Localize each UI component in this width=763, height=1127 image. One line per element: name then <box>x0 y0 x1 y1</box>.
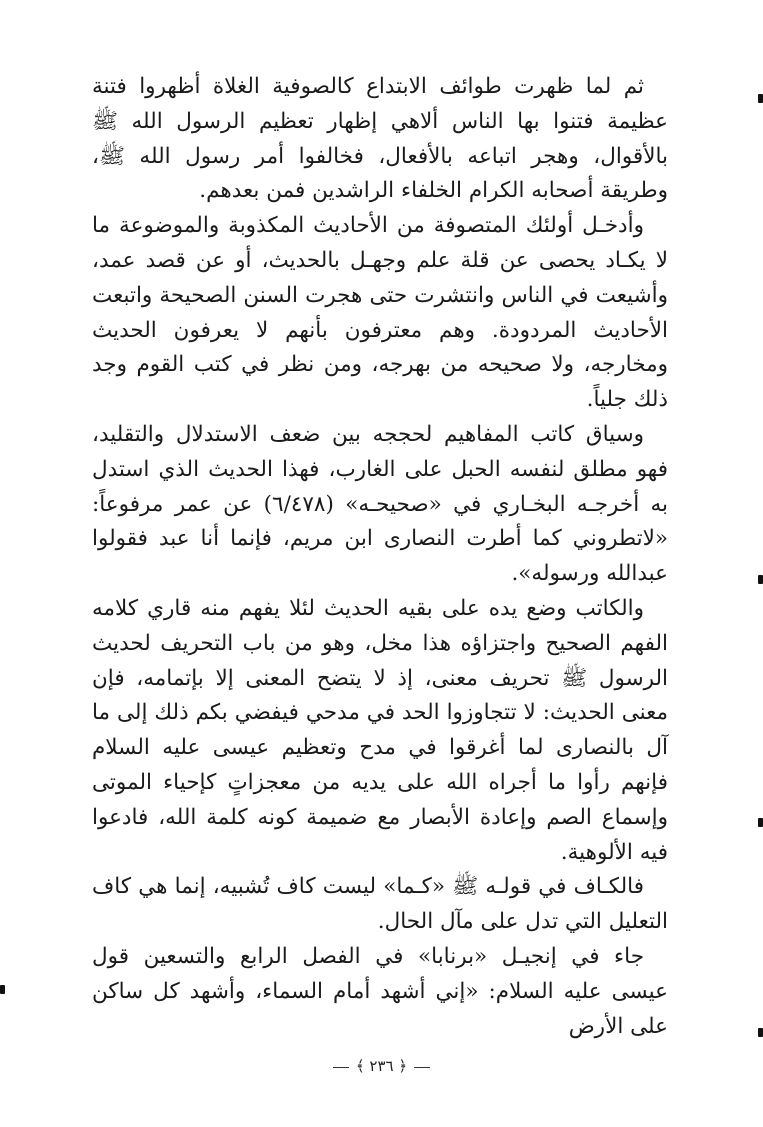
paragraph-barnabas-gospel: جاء في إنجيـل «برنابا» في الفصل الرابع والتسعين قول عيسى عليه السلام: «إني أشهد أمام السماء، وأشهد كل ساكن على الأرض <box>92 943 668 1039</box>
page-number-footer <box>0 1057 763 1075</box>
paragraph-sufi-innovation: ثم لما ظهرت طوائف الابتداع كالصوفية الغلاة أظهروا فتنة عظيمة فتنوا بها الناس ألاهي إظهار تعظيم الرسول الله ﷺ بالأقوال، وهجر اتباعه بالأفعال، فخالفوا أمر رسول الله ﷺ، وطريقة أصحابه الكرام الخلفاء الراشدين فمن بعدهم. <box>92 74 668 204</box>
paragraph-bukhari-hadith: وسياق كاتب المفاهيم لحججه بين ضعف الاستدلال والتقليد، فهو مطلق لنفسه الحبل على الغارب، فهذا الحديث الذي استدل به أخرجـه البخـاري في «صحيحـه» (٦/٤٧٨) عن عمر مرفوعاً: «لاتطروني كما أطرت النصارى ابن مريم، فإنما أنا عبد فقولوا عبدالله ورسوله». <box>92 421 668 587</box>
footer-bracket-right: ﴿ <box>398 1057 408 1075</box>
paragraph-kaf-explanation: فالكـاف في قولـه ﷺ «كـما» ليست كاف تُشبيه، إنما هي كاف التعليل التي تدل على مآل الحال. <box>92 874 668 935</box>
page-edge-mark <box>0 985 5 994</box>
page-number: ٢٣٦ <box>369 1057 394 1075</box>
paragraph-fabricated-hadith: وأدخـل أولئك المتصوفة من الأحاديث المكذوبة والموضوعة ما لا يكـاد يحصى عن قلة علم وجهـل بالحديث، أو عن قصد عمد، وأشيعت في الناس وانتشرت حتى هجرت السنن الصحيحة واتبعت الأحاديث المردودة. وهم معترفون بأنهم لا يعرفون الحديث ومخارجه، ولا صحيحه من بهرجه، ومن نظر في كتب القوم وجد ذلك جلياً. <box>92 213 668 413</box>
page-edge-mark <box>758 818 763 827</box>
footer-bracket-left: ﴾ <box>355 1057 365 1075</box>
body-text <box>92 70 668 1044</box>
footer-dash <box>333 1067 349 1068</box>
page-edge-mark <box>758 575 763 584</box>
footer-dash <box>414 1067 430 1068</box>
paragraph-hadith-meaning: والكاتب وضع يده على بقيه الحديث لئلا يفهم منه قاري كلامه الفهم الصحيح واجتزاؤه هذا مخل، وهو من باب التحريف لحديث الرسول ﷺ تحريف معنى، إذ لا يتضح المعنى إلا بإتمامه، فإن معنى الحديث: لا تتجاوزوا الحد في مدحي فيفضي بكم ذلك إلى ما آل بالنصارى لما أغرقوا في مدح وتعظيم عيسى عليه السلام فإنهم رأوا ما أجراه الله على يديه من معجزاتٍ كإحياء الموتى وإسماع الصم وإعادة الأبصار مع ضميمة كونه كلمة الله، فادعوا فيه الألوهية. <box>92 595 668 865</box>
page-edge-mark <box>758 1028 763 1037</box>
page-edge-mark <box>758 94 763 103</box>
